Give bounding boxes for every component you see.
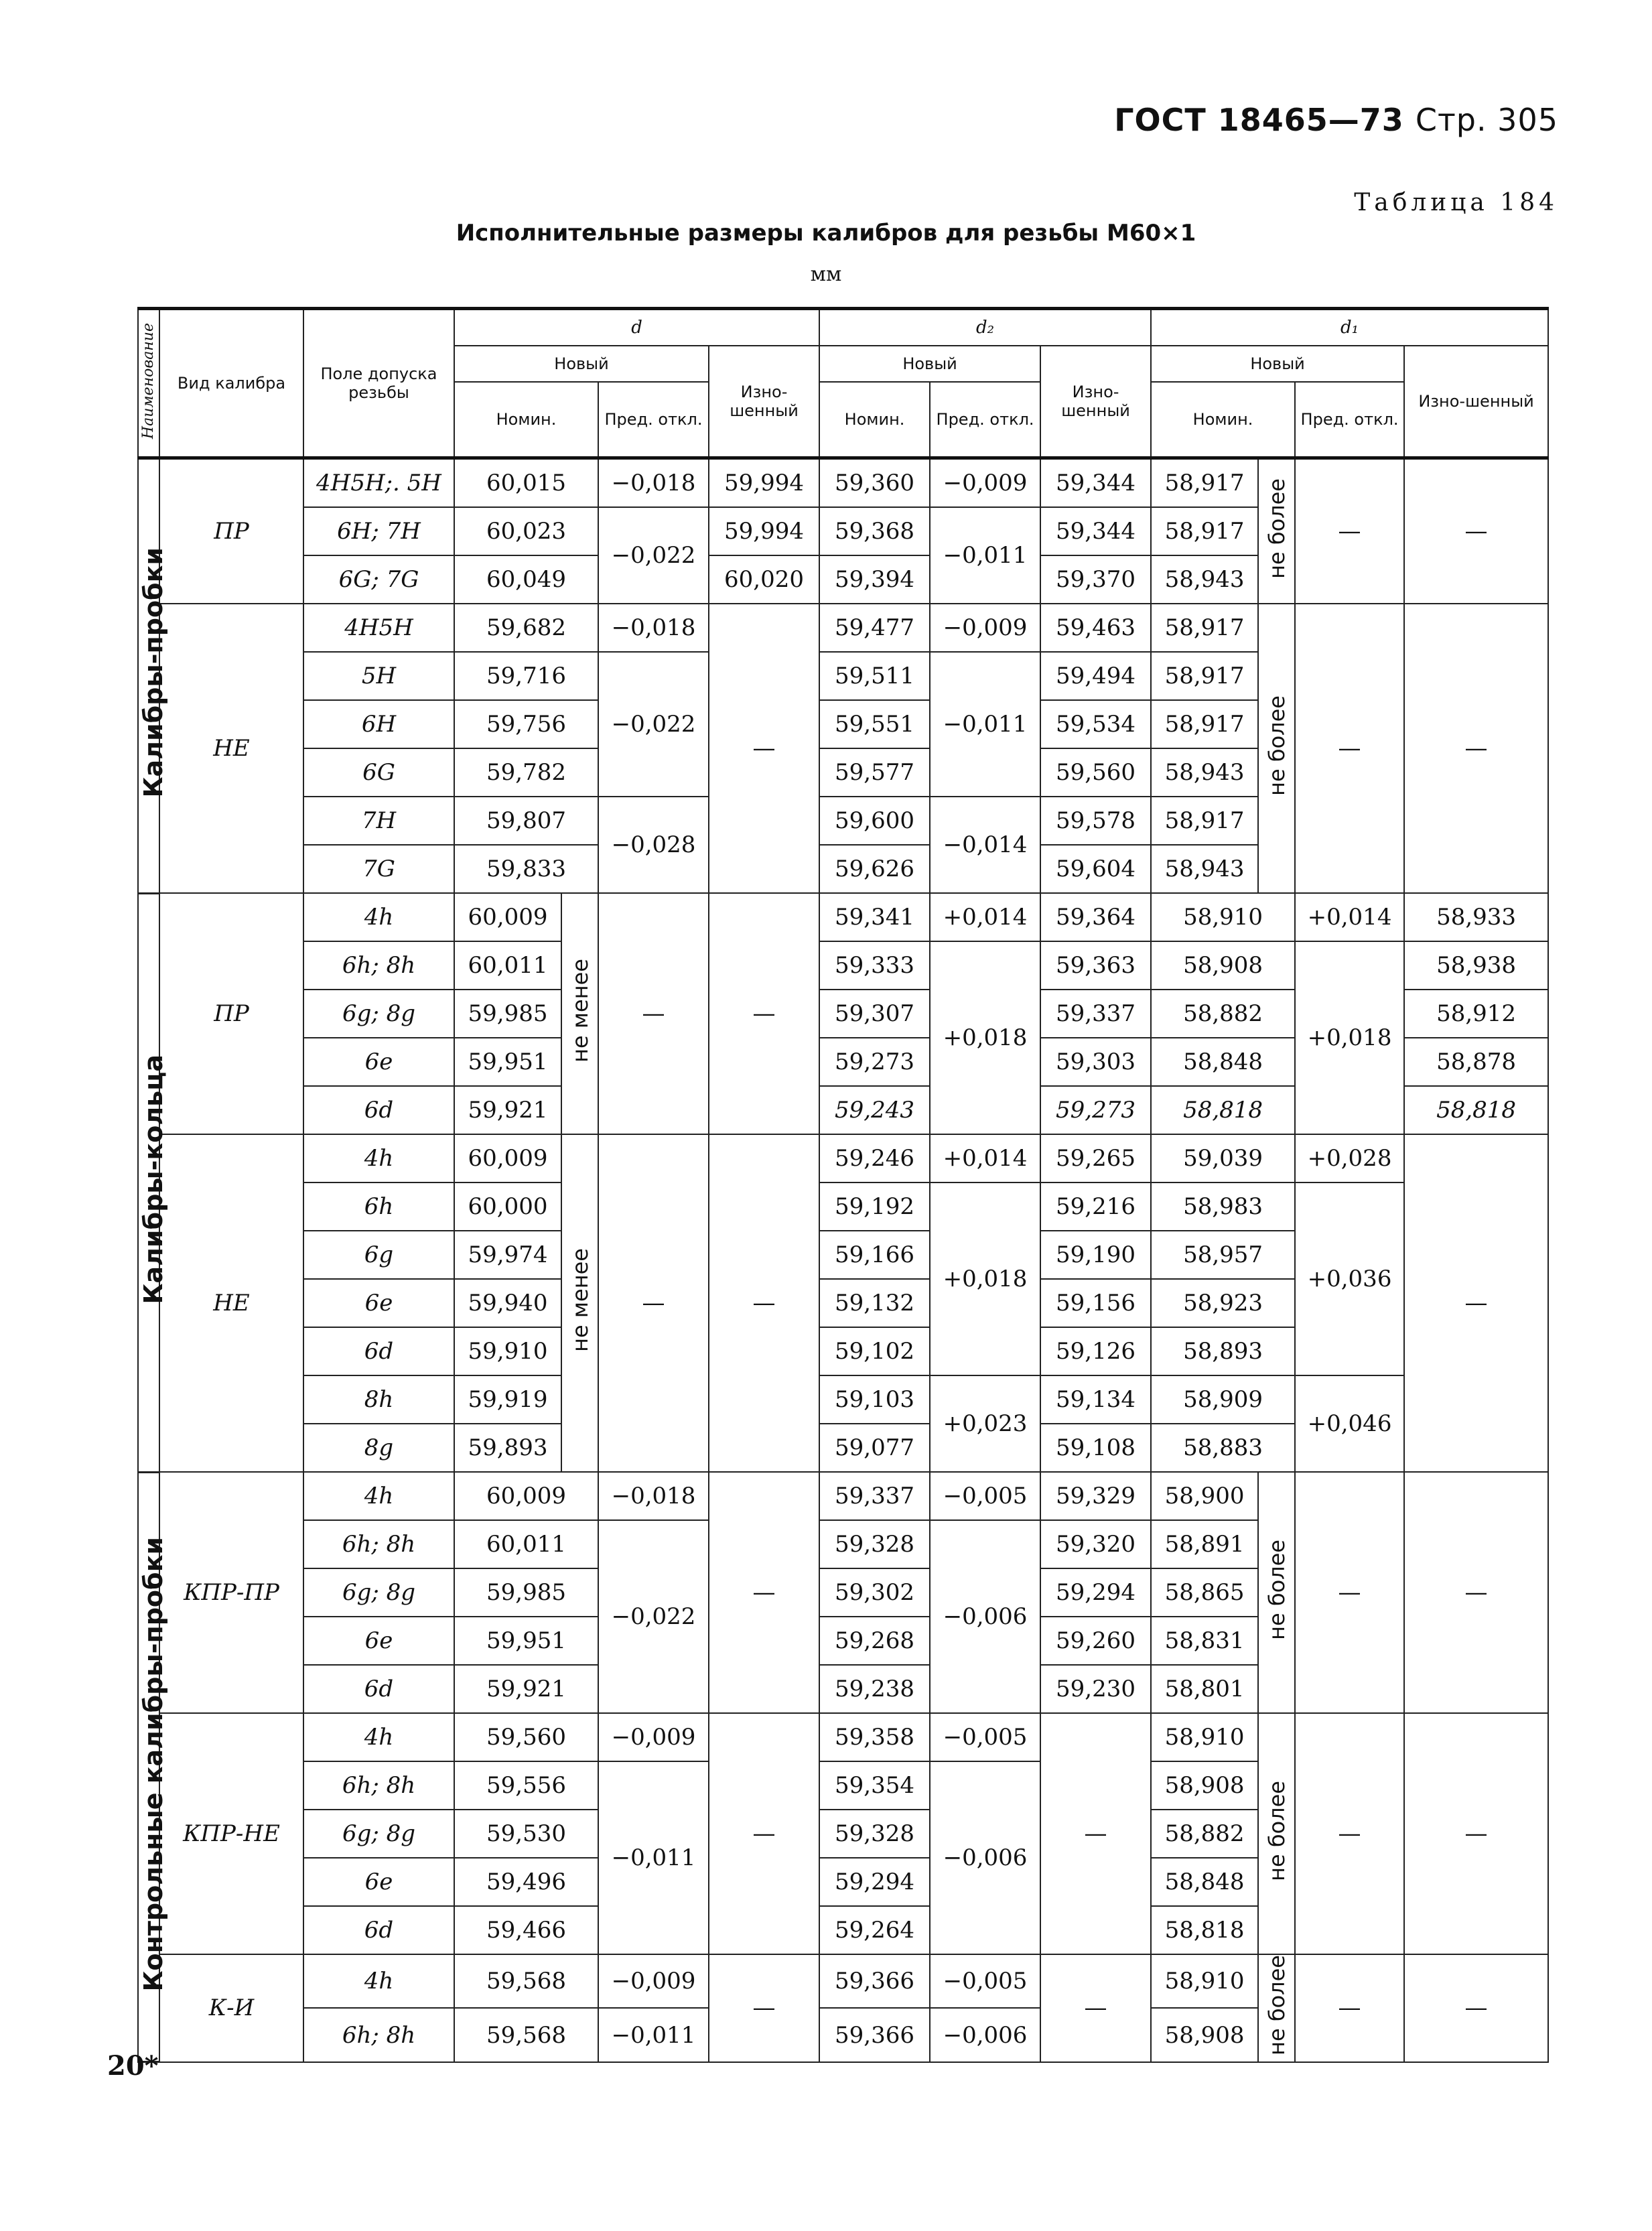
d1-nominal: 58,910 bbox=[1151, 1713, 1258, 1761]
d1-nominal: 58,900 bbox=[1151, 1472, 1258, 1520]
d1-worn: — bbox=[1404, 458, 1548, 604]
d-nominal: 59,530 bbox=[454, 1810, 598, 1858]
d1-worn: — bbox=[1404, 1713, 1548, 1954]
d2-deviation: −0,009 bbox=[930, 604, 1040, 652]
d-deviation: — bbox=[598, 1134, 709, 1472]
d2-worn: 59,190 bbox=[1040, 1231, 1151, 1279]
header-kind: Вид калибра bbox=[159, 309, 303, 458]
d2-worn: — bbox=[1040, 1713, 1151, 1954]
d-worn: — bbox=[709, 1472, 819, 1713]
d2-deviation: +0,018 bbox=[930, 941, 1040, 1134]
d-deviation: — bbox=[598, 893, 709, 1134]
d-deviation: −0,022 bbox=[598, 652, 709, 797]
d2-worn: 59,337 bbox=[1040, 990, 1151, 1038]
table-row bbox=[138, 1375, 1548, 1424]
d-worn: — bbox=[709, 604, 819, 893]
d1-deviation: +0,046 bbox=[1295, 1375, 1404, 1472]
d1-deviation: — bbox=[1295, 604, 1404, 893]
d2-deviation: −0,014 bbox=[930, 797, 1040, 893]
d-nominal: 59,716 bbox=[454, 652, 598, 700]
d2-nominal: 59,366 bbox=[819, 1954, 930, 2008]
d2-deviation: −0,011 bbox=[930, 652, 1040, 797]
d2-worn: 59,273 bbox=[1040, 1086, 1151, 1134]
tolerance-field: 6g bbox=[303, 1231, 454, 1279]
tolerance-field: 6H bbox=[303, 700, 454, 748]
d2-worn: 59,329 bbox=[1040, 1472, 1151, 1520]
d1-deviation: +0,014 bbox=[1295, 893, 1404, 941]
d2-nominal: 59,273 bbox=[819, 1038, 930, 1086]
d-deviation: −0,022 bbox=[598, 1520, 709, 1713]
d2-worn: 59,604 bbox=[1040, 845, 1151, 893]
d1-nominal: 58,917 bbox=[1151, 604, 1258, 652]
d1-deviation: +0,028 bbox=[1295, 1134, 1404, 1182]
d2-worn: 59,216 bbox=[1040, 1182, 1151, 1231]
d-nominal: 59,940 bbox=[454, 1279, 561, 1327]
d-nominal: 60,023 bbox=[454, 507, 598, 555]
table-title: Исполнительные размеры калибров для резьбы М60×1 bbox=[456, 220, 1196, 247]
table-row bbox=[138, 893, 1548, 941]
d2-nominal: 59,328 bbox=[819, 1520, 930, 1568]
d1-nominal: 59,039 bbox=[1151, 1134, 1295, 1182]
tolerance-field: 4h bbox=[303, 1713, 454, 1761]
d2-nominal: 59,333 bbox=[819, 941, 930, 990]
d-nominal: 59,910 bbox=[454, 1327, 561, 1375]
d-nominal: 60,009 bbox=[454, 1134, 561, 1182]
d2-nominal: 59,268 bbox=[819, 1617, 930, 1665]
d2-nominal: 59,077 bbox=[819, 1424, 930, 1472]
d-nominal: 60,000 bbox=[454, 1182, 561, 1231]
d2-nominal: 59,243 bbox=[819, 1086, 930, 1134]
table-unit: мм bbox=[810, 263, 842, 286]
d1-worn: 58,933 bbox=[1404, 893, 1548, 941]
tolerance-field: 4H5H;. 5H bbox=[303, 458, 454, 508]
caliber-kind: НЕ bbox=[159, 604, 303, 893]
d2-nominal: 59,328 bbox=[819, 1810, 930, 1858]
d-nominal: 59,833 bbox=[454, 845, 598, 893]
header-field: Поле допуска резьбы bbox=[303, 309, 454, 458]
d2-nominal: 59,394 bbox=[819, 555, 930, 604]
d1-nominal: 58,983 bbox=[1151, 1182, 1295, 1231]
header-d2: d₂ bbox=[819, 309, 1151, 346]
d1-nominal: 58,891 bbox=[1151, 1520, 1258, 1568]
d2-deviation: −0,005 bbox=[930, 1472, 1040, 1520]
d-deviation: −0,009 bbox=[598, 1954, 709, 2008]
d-deviation: −0,009 bbox=[598, 1713, 709, 1761]
tolerance-field: 6H; 7H bbox=[303, 507, 454, 555]
d1-deviation: — bbox=[1295, 1472, 1404, 1713]
caliber-kind: КПР-ПР bbox=[159, 1472, 303, 1713]
d1-deviation: — bbox=[1295, 458, 1404, 604]
d-nominal: 59,560 bbox=[454, 1713, 598, 1761]
tolerance-field: 6g; 8g bbox=[303, 990, 454, 1038]
d2-nominal: 59,551 bbox=[819, 700, 930, 748]
d-nominal: 59,682 bbox=[454, 604, 598, 652]
d2-deviation: −0,011 bbox=[930, 507, 1040, 604]
d1-nominal: 58,957 bbox=[1151, 1231, 1295, 1279]
d2-nominal: 59,302 bbox=[819, 1568, 930, 1617]
d-nominal: 59,893 bbox=[454, 1424, 561, 1472]
d-worn: — bbox=[709, 1134, 819, 1472]
tolerance-field: 6e bbox=[303, 1617, 454, 1665]
d1-nominal: 58,943 bbox=[1151, 748, 1258, 797]
d2-worn: 59,126 bbox=[1040, 1327, 1151, 1375]
d2-nominal: 59,354 bbox=[819, 1761, 930, 1810]
d1-note: не более bbox=[1258, 1954, 1295, 2062]
d2-worn: 59,344 bbox=[1040, 507, 1151, 555]
d1-worn: — bbox=[1404, 604, 1548, 893]
table-row bbox=[138, 1134, 1548, 1182]
d2-deviation: −0,005 bbox=[930, 1954, 1040, 2008]
d-nominal: 60,009 bbox=[454, 1472, 598, 1520]
d-note: не менее bbox=[561, 893, 598, 1134]
table-row bbox=[138, 1954, 1548, 2008]
d2-deviation: +0,018 bbox=[930, 1182, 1040, 1375]
tolerance-field: 6d bbox=[303, 1665, 454, 1713]
header-d1-worn: Изно-шенный bbox=[1404, 346, 1548, 458]
d1-nominal: 58,917 bbox=[1151, 458, 1258, 508]
caliber-kind: ПР bbox=[159, 458, 303, 604]
d-nominal: 60,049 bbox=[454, 555, 598, 604]
d2-nominal: 59,366 bbox=[819, 2008, 930, 2061]
table-row bbox=[138, 1713, 1548, 1761]
d2-deviation: +0,023 bbox=[930, 1375, 1040, 1472]
header-d2-dev: Пред. откл. bbox=[930, 382, 1040, 458]
d-deviation: −0,018 bbox=[598, 604, 709, 652]
d2-deviation: −0,006 bbox=[930, 2008, 1040, 2061]
caliber-kind: НЕ bbox=[159, 1134, 303, 1472]
table-row bbox=[138, 604, 1548, 652]
header-d1-dev: Пред. откл. bbox=[1295, 382, 1404, 458]
d1-worn: — bbox=[1404, 1472, 1548, 1713]
d1-nominal: 58,818 bbox=[1151, 1086, 1295, 1134]
calibers-table bbox=[137, 307, 1549, 2063]
d1-nominal: 58,801 bbox=[1151, 1665, 1258, 1713]
d1-nominal: 58,831 bbox=[1151, 1617, 1258, 1665]
header-d1: d₁ bbox=[1151, 309, 1548, 346]
d2-nominal: 59,626 bbox=[819, 845, 930, 893]
d-nominal: 59,496 bbox=[454, 1858, 598, 1906]
tolerance-field: 7G bbox=[303, 845, 454, 893]
group-label: Калибры-пробки bbox=[138, 458, 159, 894]
d1-deviation: +0,036 bbox=[1295, 1182, 1404, 1375]
d2-worn: 59,156 bbox=[1040, 1279, 1151, 1327]
d-nominal: 60,015 bbox=[454, 458, 598, 508]
tolerance-field: 6h; 8h bbox=[303, 1761, 454, 1810]
tolerance-field: 8h bbox=[303, 1375, 454, 1424]
d1-nominal: 58,908 bbox=[1151, 2008, 1258, 2061]
tolerance-field: 4h bbox=[303, 1472, 454, 1520]
header-d2-worn: Изно-шенный bbox=[1040, 346, 1151, 458]
d-deviation: −0,028 bbox=[598, 797, 709, 893]
d-nominal: 60,011 bbox=[454, 941, 561, 990]
d2-worn: 59,370 bbox=[1040, 555, 1151, 604]
d2-worn: 59,463 bbox=[1040, 604, 1151, 652]
d1-nominal: 58,917 bbox=[1151, 700, 1258, 748]
d2-worn: 59,134 bbox=[1040, 1375, 1151, 1424]
d-nominal: 59,568 bbox=[454, 2008, 598, 2061]
tolerance-field: 8g bbox=[303, 1424, 454, 1472]
d1-worn: — bbox=[1404, 1134, 1548, 1472]
d-nominal: 59,951 bbox=[454, 1038, 561, 1086]
d2-nominal: 59,238 bbox=[819, 1665, 930, 1713]
d2-worn: 59,260 bbox=[1040, 1617, 1151, 1665]
d2-nominal: 59,337 bbox=[819, 1472, 930, 1520]
page-footnote: 20* bbox=[107, 2050, 159, 2082]
tolerance-field: 6e bbox=[303, 1038, 454, 1086]
d-nominal: 60,011 bbox=[454, 1520, 598, 1568]
table-number: Таблица 184 bbox=[1354, 189, 1558, 216]
d1-worn: 58,878 bbox=[1404, 1038, 1548, 1086]
d1-worn: 58,818 bbox=[1404, 1086, 1548, 1134]
d2-worn: 59,363 bbox=[1040, 941, 1151, 990]
d2-worn: 59,294 bbox=[1040, 1568, 1151, 1617]
d-nominal: 59,985 bbox=[454, 1568, 598, 1617]
tolerance-field: 4h bbox=[303, 893, 454, 941]
d-deviation: −0,018 bbox=[598, 1472, 709, 1520]
tolerance-field: 6d bbox=[303, 1327, 454, 1375]
d-nominal: 59,782 bbox=[454, 748, 598, 797]
d1-nominal: 58,917 bbox=[1151, 652, 1258, 700]
d-nominal: 60,009 bbox=[454, 893, 561, 941]
tolerance-field: 5H bbox=[303, 652, 454, 700]
tolerance-field: 6g; 8g bbox=[303, 1810, 454, 1858]
page-header bbox=[1114, 102, 1558, 138]
d2-worn: 59,534 bbox=[1040, 700, 1151, 748]
d1-nominal: 58,908 bbox=[1151, 1761, 1258, 1810]
d2-nominal: 59,192 bbox=[819, 1182, 930, 1231]
d2-worn: 59,320 bbox=[1040, 1520, 1151, 1568]
d1-worn: — bbox=[1404, 1954, 1548, 2062]
d1-nominal: 58,883 bbox=[1151, 1424, 1295, 1472]
d-nominal: 59,974 bbox=[454, 1231, 561, 1279]
d2-nominal: 59,358 bbox=[819, 1713, 930, 1761]
d-nominal: 59,921 bbox=[454, 1086, 561, 1134]
d-nominal: 59,556 bbox=[454, 1761, 598, 1810]
tolerance-field: 6h; 8h bbox=[303, 941, 454, 990]
d2-deviation: −0,006 bbox=[930, 1761, 1040, 1954]
d1-nominal: 58,923 bbox=[1151, 1279, 1295, 1327]
tolerance-field: 6G; 7G bbox=[303, 555, 454, 604]
header-d2-nom: Номин. bbox=[819, 382, 930, 458]
d1-deviation: +0,018 bbox=[1295, 941, 1404, 1134]
header-d1-new: Новый bbox=[1151, 346, 1404, 382]
d2-worn: 59,108 bbox=[1040, 1424, 1151, 1472]
d1-nominal: 58,943 bbox=[1151, 555, 1258, 604]
d2-nominal: 59,264 bbox=[819, 1906, 930, 1954]
d2-nominal: 59,132 bbox=[819, 1279, 930, 1327]
d2-nominal: 59,511 bbox=[819, 652, 930, 700]
d-note: не менее bbox=[561, 1134, 598, 1472]
tolerance-field: 6g; 8g bbox=[303, 1568, 454, 1617]
d-worn: — bbox=[709, 1713, 819, 1954]
d2-nominal: 59,103 bbox=[819, 1375, 930, 1424]
d1-nominal: 58,818 bbox=[1151, 1906, 1258, 1954]
d1-nominal: 58,882 bbox=[1151, 1810, 1258, 1858]
d1-nominal: 58,910 bbox=[1151, 1954, 1258, 2008]
d2-nominal: 59,360 bbox=[819, 458, 930, 508]
d2-deviation: −0,006 bbox=[930, 1520, 1040, 1713]
d2-nominal: 59,477 bbox=[819, 604, 930, 652]
d-worn: 59,994 bbox=[709, 458, 819, 508]
tolerance-field: 6h; 8h bbox=[303, 1520, 454, 1568]
d-worn: 60,020 bbox=[709, 555, 819, 604]
d1-nominal: 58,943 bbox=[1151, 845, 1258, 893]
d-nominal: 59,756 bbox=[454, 700, 598, 748]
tolerance-field: 4H5H bbox=[303, 604, 454, 652]
d-nominal: 59,466 bbox=[454, 1906, 598, 1954]
d1-nominal: 58,848 bbox=[1151, 1038, 1295, 1086]
d-nominal: 59,985 bbox=[454, 990, 561, 1038]
d1-nominal: 58,917 bbox=[1151, 797, 1258, 845]
table-row bbox=[138, 1472, 1548, 1520]
d1-nominal: 58,882 bbox=[1151, 990, 1295, 1038]
d-nominal: 59,921 bbox=[454, 1665, 598, 1713]
d1-note: не более bbox=[1258, 1713, 1295, 1954]
table-row bbox=[138, 1182, 1548, 1231]
d2-nominal: 59,166 bbox=[819, 1231, 930, 1279]
d1-deviation: — bbox=[1295, 1954, 1404, 2062]
d-nominal: 59,951 bbox=[454, 1617, 598, 1665]
group-label: Калибры-кольца bbox=[138, 893, 159, 1472]
d2-nominal: 59,102 bbox=[819, 1327, 930, 1375]
d2-worn: 59,265 bbox=[1040, 1134, 1151, 1182]
d1-note: не более bbox=[1258, 604, 1295, 893]
d-deviation: −0,018 bbox=[598, 458, 709, 508]
header-d1-nom: Номин. bbox=[1151, 382, 1295, 458]
d1-nominal: 58,848 bbox=[1151, 1858, 1258, 1906]
d2-nominal: 59,577 bbox=[819, 748, 930, 797]
tolerance-field: 4h bbox=[303, 1954, 454, 2008]
table-row bbox=[138, 458, 1548, 508]
caliber-kind: КПР-НЕ bbox=[159, 1713, 303, 1954]
d-worn: 59,994 bbox=[709, 507, 819, 555]
tolerance-field: 6G bbox=[303, 748, 454, 797]
d1-nominal: 58,910 bbox=[1151, 893, 1295, 941]
group-label: Контрольные калибры-пробки bbox=[138, 1472, 159, 2062]
header-d: d bbox=[454, 309, 819, 346]
d2-deviation: +0,014 bbox=[930, 893, 1040, 941]
d2-worn: 59,303 bbox=[1040, 1038, 1151, 1086]
table-row bbox=[138, 941, 1548, 990]
caliber-kind: ПР bbox=[159, 893, 303, 1134]
d2-nominal: 59,600 bbox=[819, 797, 930, 845]
d2-nominal: 59,368 bbox=[819, 507, 930, 555]
d2-nominal: 59,294 bbox=[819, 1858, 930, 1906]
tolerance-field: 6h bbox=[303, 1182, 454, 1231]
d-nominal: 59,919 bbox=[454, 1375, 561, 1424]
d1-nominal: 58,909 bbox=[1151, 1375, 1295, 1424]
d-worn: — bbox=[709, 1954, 819, 2062]
d1-note: не более bbox=[1258, 458, 1295, 604]
standard-number: ГОСТ 18465—73 bbox=[1114, 102, 1404, 138]
d2-deviation: −0,009 bbox=[930, 458, 1040, 508]
d-nominal: 59,568 bbox=[454, 1954, 598, 2008]
d-deviation: −0,022 bbox=[598, 507, 709, 604]
d1-worn: 58,912 bbox=[1404, 990, 1548, 1038]
d1-worn: 58,938 bbox=[1404, 941, 1548, 990]
tolerance-field: 6h; 8h bbox=[303, 2008, 454, 2061]
d1-note: не более bbox=[1258, 1472, 1295, 1713]
d2-nominal: 59,307 bbox=[819, 990, 930, 1038]
tolerance-field: 4h bbox=[303, 1134, 454, 1182]
d1-nominal: 58,865 bbox=[1151, 1568, 1258, 1617]
d2-nominal: 59,341 bbox=[819, 893, 930, 941]
d1-nominal: 58,917 bbox=[1151, 507, 1258, 555]
tolerance-field: 6d bbox=[303, 1086, 454, 1134]
header-name: Наименование bbox=[138, 309, 159, 458]
header-d-new: Новый bbox=[454, 346, 709, 382]
d2-deviation: −0,005 bbox=[930, 1713, 1040, 1761]
caliber-kind: К-И bbox=[159, 1954, 303, 2062]
header-d-dev: Пред. откл. bbox=[598, 382, 709, 458]
tolerance-field: 6e bbox=[303, 1858, 454, 1906]
header-d-nom: Номин. bbox=[454, 382, 598, 458]
d-nominal: 59,807 bbox=[454, 797, 598, 845]
page-number: Стр. 305 bbox=[1415, 102, 1558, 138]
header-d2-new: Новый bbox=[819, 346, 1040, 382]
d2-worn: 59,578 bbox=[1040, 797, 1151, 845]
d1-nominal: 58,908 bbox=[1151, 941, 1295, 990]
d2-worn: — bbox=[1040, 1954, 1151, 2062]
tolerance-field: 6e bbox=[303, 1279, 454, 1327]
d-deviation: −0,011 bbox=[598, 2008, 709, 2061]
d2-worn: 59,364 bbox=[1040, 893, 1151, 941]
d2-worn: 59,344 bbox=[1040, 458, 1151, 508]
tolerance-field: 6d bbox=[303, 1906, 454, 1954]
d2-worn: 59,494 bbox=[1040, 652, 1151, 700]
header-d-worn: Изно-шенный bbox=[709, 346, 819, 458]
d-deviation: −0,011 bbox=[598, 1761, 709, 1954]
d2-worn: 59,560 bbox=[1040, 748, 1151, 797]
d-worn: — bbox=[709, 893, 819, 1134]
d1-deviation: — bbox=[1295, 1713, 1404, 1954]
d1-nominal: 58,893 bbox=[1151, 1327, 1295, 1375]
tolerance-field: 7H bbox=[303, 797, 454, 845]
d2-worn: 59,230 bbox=[1040, 1665, 1151, 1713]
d2-deviation: +0,014 bbox=[930, 1134, 1040, 1182]
d2-nominal: 59,246 bbox=[819, 1134, 930, 1182]
